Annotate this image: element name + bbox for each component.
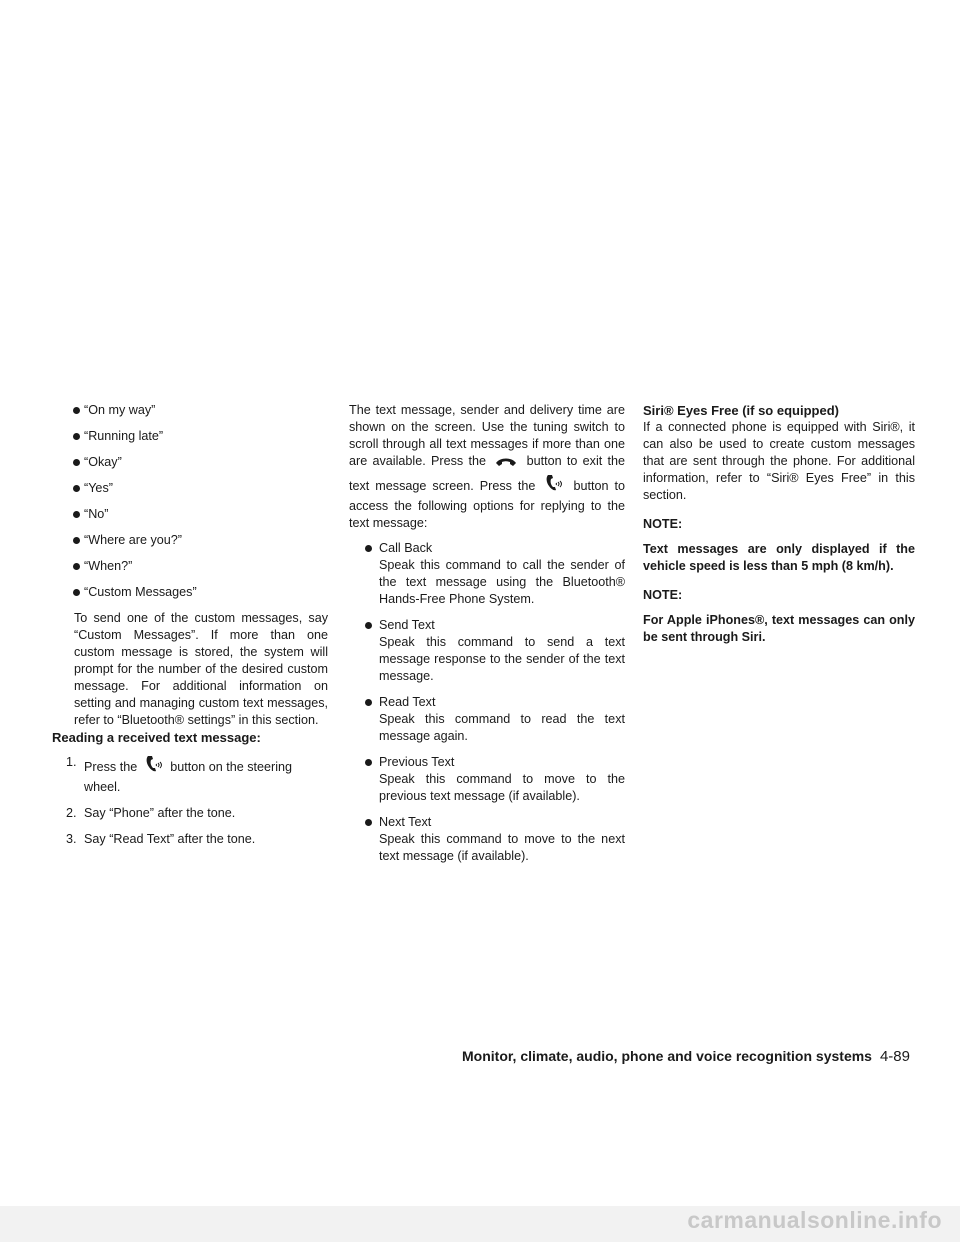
list-item: “On my way” [74, 402, 328, 419]
watermark-bar [0, 1206, 960, 1242]
list-item: “Running late” [74, 428, 328, 445]
middle-column [349, 402, 625, 874]
list-item: Previous Text Speak this command to move to the previous text message (if available). [365, 754, 625, 805]
list-item: Send Text Speak this command to send a text message response to the sender of the text message. [365, 617, 625, 685]
phone-voice-icon [145, 754, 163, 779]
list-item: “Yes” [74, 480, 328, 497]
list-item: Read Text Speak this command to read the text message again. [365, 694, 625, 745]
list-item: “When?” [74, 558, 328, 575]
note-text: Text messages are only displayed if the vehicle speed is less than 5 mph (8 km/h). [643, 542, 915, 573]
preset-message-list [52, 402, 328, 601]
list-item: “Custom Messages” [74, 584, 328, 601]
list-item: Call Back Speak this command to call the sender of the text message using the Bluetooth® Hands-Free Phone System. [365, 540, 625, 608]
reading-text-heading: Reading a received text message: [52, 730, 261, 745]
left-column [52, 402, 328, 857]
list-item: Next Text Speak this command to move to the next text message (if available). [365, 814, 625, 865]
reading-steps [52, 754, 328, 848]
section-title: Monitor, climate, audio, phone and voice recognition systems [462, 1048, 872, 1064]
siri-heading: Siri® Eyes Free (if so equipped) [643, 403, 839, 418]
watermark-text: carmanualsonline.info [687, 1207, 942, 1233]
note-label: NOTE: [643, 588, 683, 602]
list-item: “No” [74, 506, 328, 523]
note-text: For Apple iPhones®, text messages can only be sent through Siri. [643, 613, 915, 644]
step-item: 1. Press the button on the steering wheel. [66, 755, 293, 794]
step-item: 2. Say “Phone” after the tone. [66, 806, 236, 820]
note-label: NOTE: [643, 517, 683, 531]
list-item: “Okay” [74, 454, 328, 471]
page-footer [462, 1048, 910, 1065]
hang-up-icon [495, 456, 517, 473]
siri-paragraph: If a connected phone is equipped with Siri®, it can also be used to create custom messages that are sent through the phone. For additional information, refer to “Siri® Eyes Free” in this section. [643, 420, 915, 502]
text-message-intro: The text message, sender and delivery time are shown on the screen. Use the tuning switch to scroll through all text messages if more than one are available. Press the button to exit the text message screen. Press the button to access the following options for replying to the text message: [349, 403, 626, 530]
custom-messages-paragraph: To send one of the custom messages, say “Custom Messages”. If more than one custom message is stored, the system will prompt for the number of the desired custom message. For additional information on setting and managing custom text messages, refer to “Bluetooth® settings” in this section. [74, 611, 328, 727]
phone-voice-icon [545, 473, 563, 498]
page-number: 4-89 [879, 1048, 910, 1065]
step-item: 3. Say “Read Text” after the tone. [66, 832, 256, 846]
list-item: “Where are you?” [74, 532, 328, 549]
reply-options-list [349, 540, 625, 865]
right-column [643, 402, 915, 646]
